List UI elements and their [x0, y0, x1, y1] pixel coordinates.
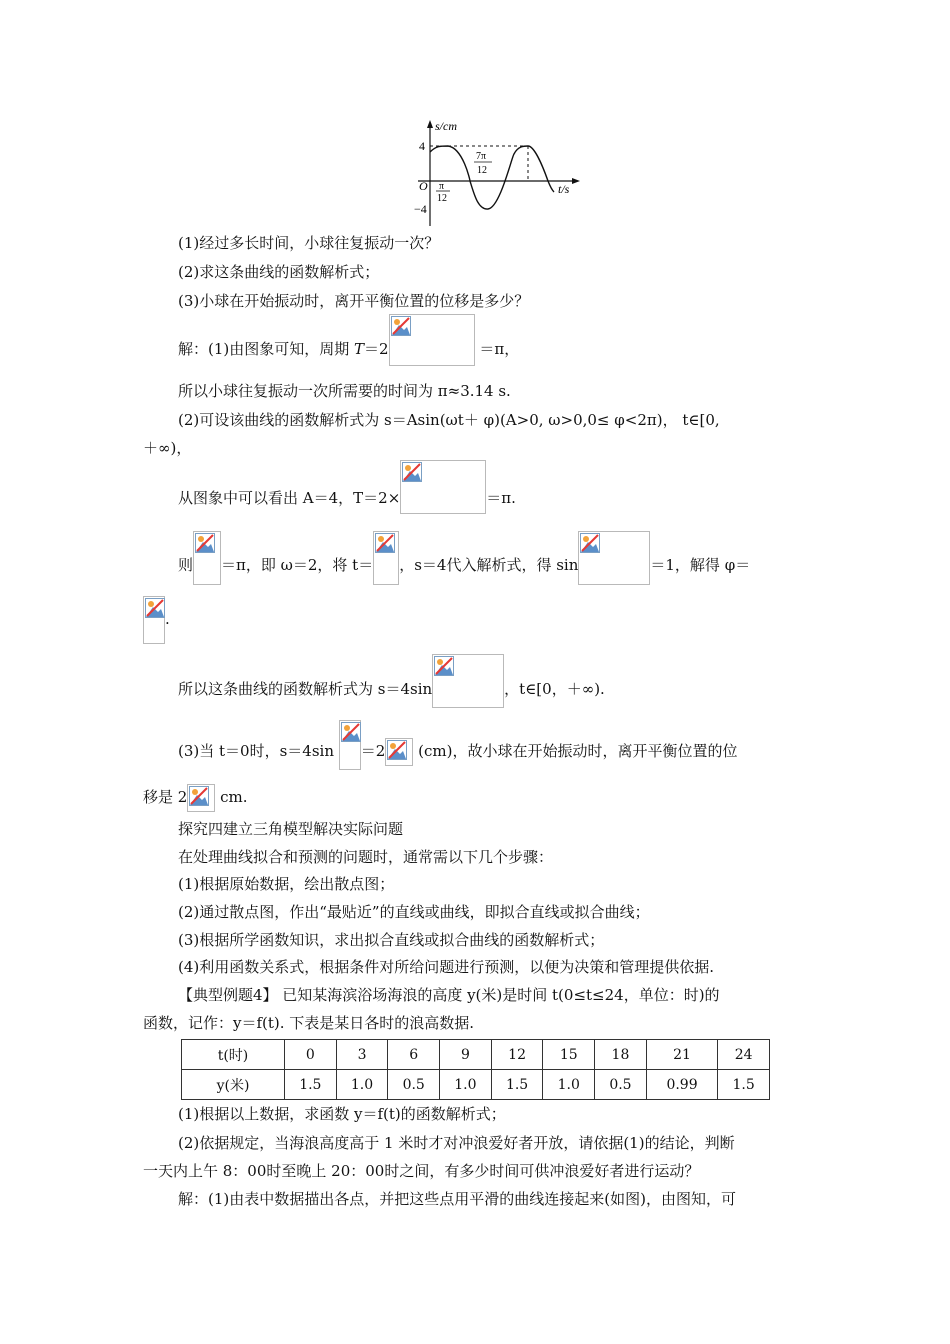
t2-denominator: 12 — [477, 165, 487, 176]
function-text-2: ，t∈[0，＋∞). — [504, 680, 605, 698]
table-cell: 6 — [388, 1040, 440, 1070]
table-cell: 15 — [543, 1040, 595, 1070]
example-4-line-1: 【典型例题4】 已知某海滨浴场海浪的高度 y(米)是时间 t(0≤t≤24，单位：时)的 — [178, 986, 720, 1004]
step-1: (1)根据原始数据，绘出散点图； — [178, 875, 395, 893]
solution-1-eq: ＝2 — [364, 340, 389, 358]
t2-numerator: 7π — [476, 151, 487, 162]
omega-text-4: ＝1，解得 φ＝ — [650, 556, 751, 574]
omega-text-3: ，s＝4代入解析式，得 sin — [399, 556, 579, 574]
broken-image-icon — [339, 720, 361, 770]
table-header-cell: t(时) — [182, 1040, 285, 1070]
x-axis-arrow — [572, 178, 580, 184]
omega-text-1: 则 — [178, 556, 194, 574]
table-cell: 0 — [285, 1040, 337, 1070]
example-4-line-2: 函数，记作：y＝f(t). 下表是某日各时的浪高数据. — [143, 1014, 475, 1032]
question-2: (2)求这条曲线的函数解析式； — [178, 263, 380, 281]
table-cell: 12 — [491, 1040, 543, 1070]
sol3-text-2: ＝2 — [360, 742, 386, 760]
table-cell: 18 — [595, 1040, 647, 1070]
step-3: (3)根据所学函数知识，求出拟合直线或拟合曲线的函数解析式； — [178, 931, 605, 949]
solution-3-line-2 — [143, 784, 248, 812]
step-2: (2)通过散点图，作出“最贴近”的直线或曲线，即拟合直线或拟合曲线； — [178, 903, 650, 921]
sol3-text-4: 移是 2 — [143, 788, 188, 806]
table-cell: 0.99 — [646, 1070, 717, 1100]
solution-3-line-1 — [178, 734, 737, 770]
example-4-question-2a: (2)依据规定，当海浪高度高于 1 米时才对冲浪爱好者开放，请依据(1)的结论，判断 — [178, 1134, 735, 1152]
table-cell: 1.0 — [336, 1070, 388, 1100]
solution-1-line — [178, 334, 519, 366]
x-axis-label: t/s — [558, 182, 570, 196]
period-symbol: T — [354, 340, 365, 358]
section-4-intro: 在处理曲线拟合和预测的问题时，通常需以下几个步骤： — [178, 848, 554, 866]
t1-denominator: 12 — [437, 193, 447, 204]
table-cell: 1.5 — [491, 1070, 543, 1100]
table-row — [182, 1040, 770, 1070]
example-4-question-1: (1)根据以上数据，求函数 y＝f(t)的函数解析式； — [178, 1105, 506, 1123]
omega-text-2: ＝π，即 ω＝2，将 t＝ — [221, 556, 374, 574]
y-max-label: 4 — [419, 139, 425, 153]
sol3-text-5: cm. — [220, 788, 248, 806]
amplitude-text: 从图象中可以看出 A＝4，T＝2× — [178, 489, 401, 507]
table-cell: 1.5 — [718, 1070, 770, 1100]
example-4-question-2b: 一天内上午 8：00时至晚上 20：00时之间，有多少时间可供冲浪爱好者进行运动？ — [143, 1162, 700, 1180]
broken-image-icon — [373, 531, 399, 585]
broken-image-icon — [143, 596, 165, 644]
sine-wave-graph — [408, 118, 588, 230]
solution-2-line-1: (2)可设该曲线的函数解析式为 s＝Asin(ωt＋ φ)(A>0, ω>0,0≤ φ<2π)， t∈[0, — [178, 411, 720, 429]
y-axis-label: s/cm — [435, 119, 457, 133]
solution-1-text: 解：(1)由图象可知，周期 — [178, 340, 350, 358]
table-cell: 21 — [646, 1040, 717, 1070]
broken-image-icon — [385, 738, 413, 766]
solution-2-line-2: ＋∞)， — [143, 439, 192, 457]
broken-image-icon — [187, 784, 215, 812]
y-min-label: −4 — [414, 202, 427, 216]
sine-curve — [430, 146, 554, 209]
y-axis-arrow — [427, 120, 433, 128]
solution-1-result: ＝π， — [479, 340, 520, 358]
table-cell: 9 — [440, 1040, 492, 1070]
table-cell: 3 — [336, 1040, 388, 1070]
amplitude-result: ＝π. — [486, 489, 516, 507]
function-text-1: 所以这条曲线的函数解析式为 s＝4sin — [178, 680, 433, 698]
table-cell: 0.5 — [595, 1070, 647, 1100]
sol3-text-3: (cm)，故小球在开始振动时，离开平衡位置的位 — [418, 742, 738, 760]
table-row — [182, 1070, 770, 1100]
sol3-text-1: (3)当 t＝0时，s＝4sin — [178, 742, 334, 760]
table-header-cell: y(米) — [182, 1070, 285, 1100]
example-4-solution: 解：(1)由表中数据描出各点，并把这些点用平滑的曲线连接起来(如图)，由图知，可 — [178, 1190, 736, 1208]
phi-period: . — [165, 610, 170, 628]
broken-image-icon — [400, 460, 486, 514]
table-cell: 1.0 — [440, 1070, 492, 1100]
table-cell: 1.5 — [285, 1070, 337, 1100]
table-cell: 1.0 — [543, 1070, 595, 1100]
step-4: (4)利用函数关系式，根据条件对所给问题进行预测，以便为决策和管理提供依据. — [178, 958, 715, 976]
solution-1-conclusion: 所以小球往复振动一次所需要的时间为 π≈3.14 s. — [178, 382, 511, 400]
table-cell: 0.5 — [388, 1070, 440, 1100]
solution-2-phi-line — [143, 596, 170, 644]
solution-2-amplitude-line — [178, 484, 516, 514]
broken-image-icon — [432, 654, 504, 708]
wave-height-table — [181, 1039, 770, 1100]
question-1: (1)经过多长时间，小球往复振动一次？ — [178, 234, 440, 252]
broken-image-icon — [578, 531, 650, 585]
broken-image-icon — [193, 531, 221, 585]
table-cell: 24 — [718, 1040, 770, 1070]
origin-label: O — [419, 179, 428, 193]
broken-image-icon — [389, 314, 475, 366]
t1-numerator: π — [439, 181, 445, 192]
section-4-title: 探究四建立三角模型解决实际问题 — [178, 820, 404, 838]
solution-2-omega-line — [178, 547, 750, 585]
question-3: (3)小球在开始振动时，离开平衡位置的位移是多少？ — [178, 292, 530, 310]
solution-2-function-line — [178, 672, 605, 708]
